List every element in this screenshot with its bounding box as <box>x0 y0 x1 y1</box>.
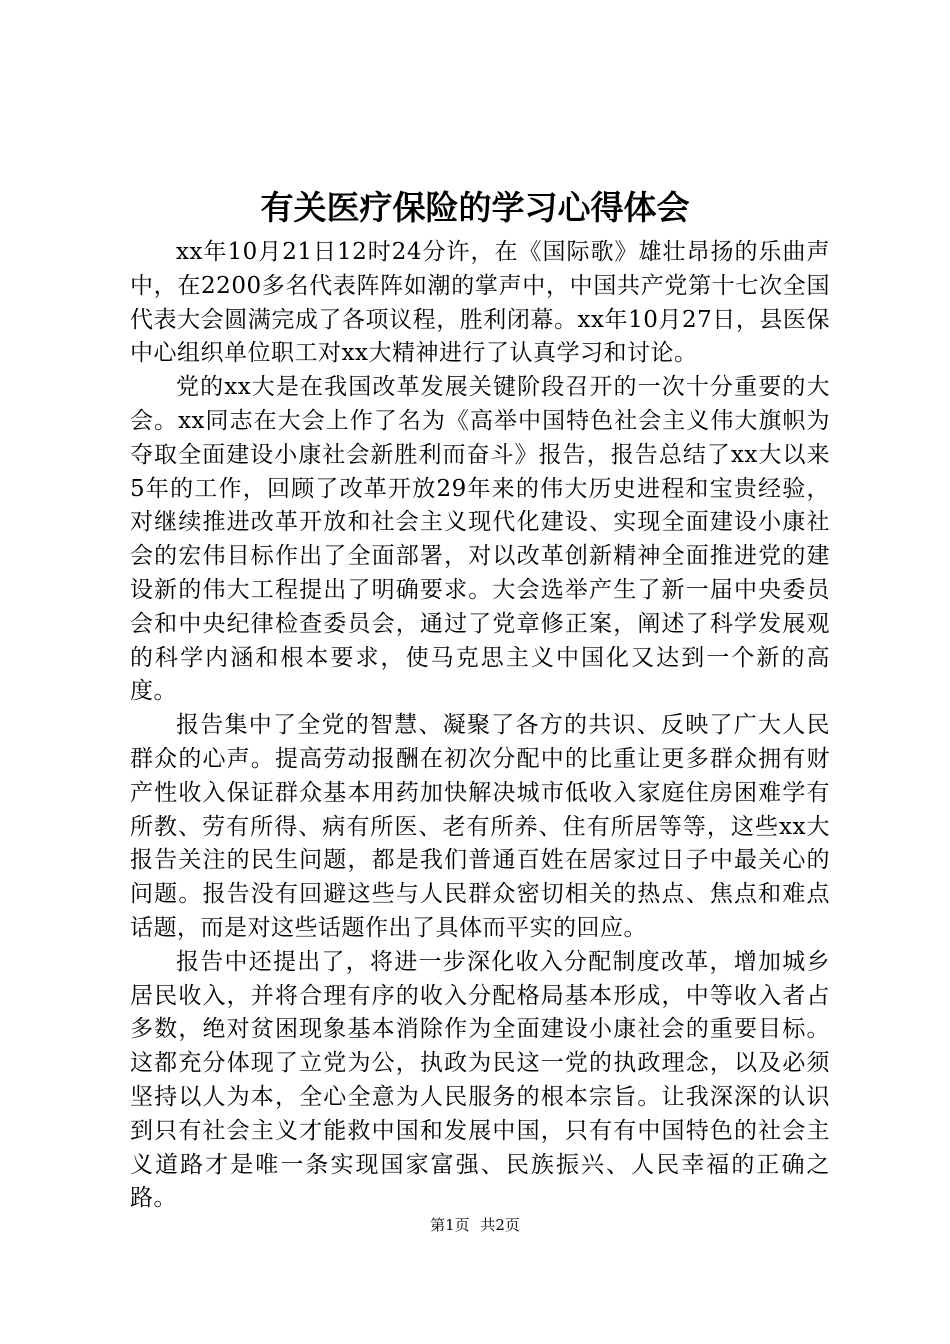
page-number: 第1页 <box>430 1216 470 1234</box>
paragraph-2: 党的xx大是在我国改革发展关键阶段召开的一次十分重要的大会。xx同志在大会上作了名为《高举中国特色社会主义伟大旗帜为夺取全面建设小康社会新胜利而奋斗》报告，报告总结了xx大以来5年的工作，回顾了改革开放29年来的伟大历史进程和宝贵经验，对继续推进改革开放和社会主义现代化建设、实现全面建设小康社会的宏伟目标作出了全面部署，对以改革创新精神全面推进党的建设新的伟大工程提出了明确要求。大会选举产生了新一届中央委员会和中央纪律检查委员会，通过了党章修正案，阐述了科学发展观的科学内涵和根本要求，使马克思主义中国化又达到一个新的高度。 <box>130 374 830 705</box>
paragraph-1: xx年10月21日12时24分许，在《国际歌》雄壮昂扬的乐曲声中，在2200多名代表阵阵如潮的掌声中，中国共产党第十七次全国代表大会圆满完成了各项议程，胜利闭幕。xx年10月27日，县医保中心组织单位职工对xx大精神进行了认真学习和讨论。 <box>130 239 830 367</box>
document-title: 有关医疗保险的学习心得体会 <box>260 188 690 227</box>
page-footer <box>0 1214 950 1236</box>
document-body <box>130 236 830 1216</box>
paragraph-4: 报告中还提出了，将进一步深化收入分配制度改革，增加城乡居民收入，并将合理有序的收入分配格局基本形成，中等收入者占多数，绝对贫困现象基本消除作为全面建设小康社会的重要目标。这都充分体现了立党为公，执政为民这一党的执政理念，以及必须坚持以人为本，全心全意为人民服务的根本宗旨。让我深深的认识到只有社会主义才能救中国和发展中国，只有有中国特色的社会主义道路才是唯一条实现国家富强、民族振兴、人民幸福的正确之路。 <box>130 948 830 1212</box>
page-total: 共2页 <box>480 1216 520 1234</box>
paragraph-3: 报告集中了全党的智慧、凝聚了各方的共识、反映了广大人民群众的心声。提高劳动报酬在初次分配中的比重让更多群众拥有财产性收入保证群众基本用药加快解决城市低收入家庭住房困难学有所教、劳有所得、病有所医、老有所养、住有所居等等，这些xx大报告关注的民生问题，都是我们普通百姓在居家过日子中最关心的问题。报告没有回避这些与人民群众密切相关的热点、焦点和难点话题，而是对这些话题作出了具体而平实的回应。 <box>130 712 830 941</box>
